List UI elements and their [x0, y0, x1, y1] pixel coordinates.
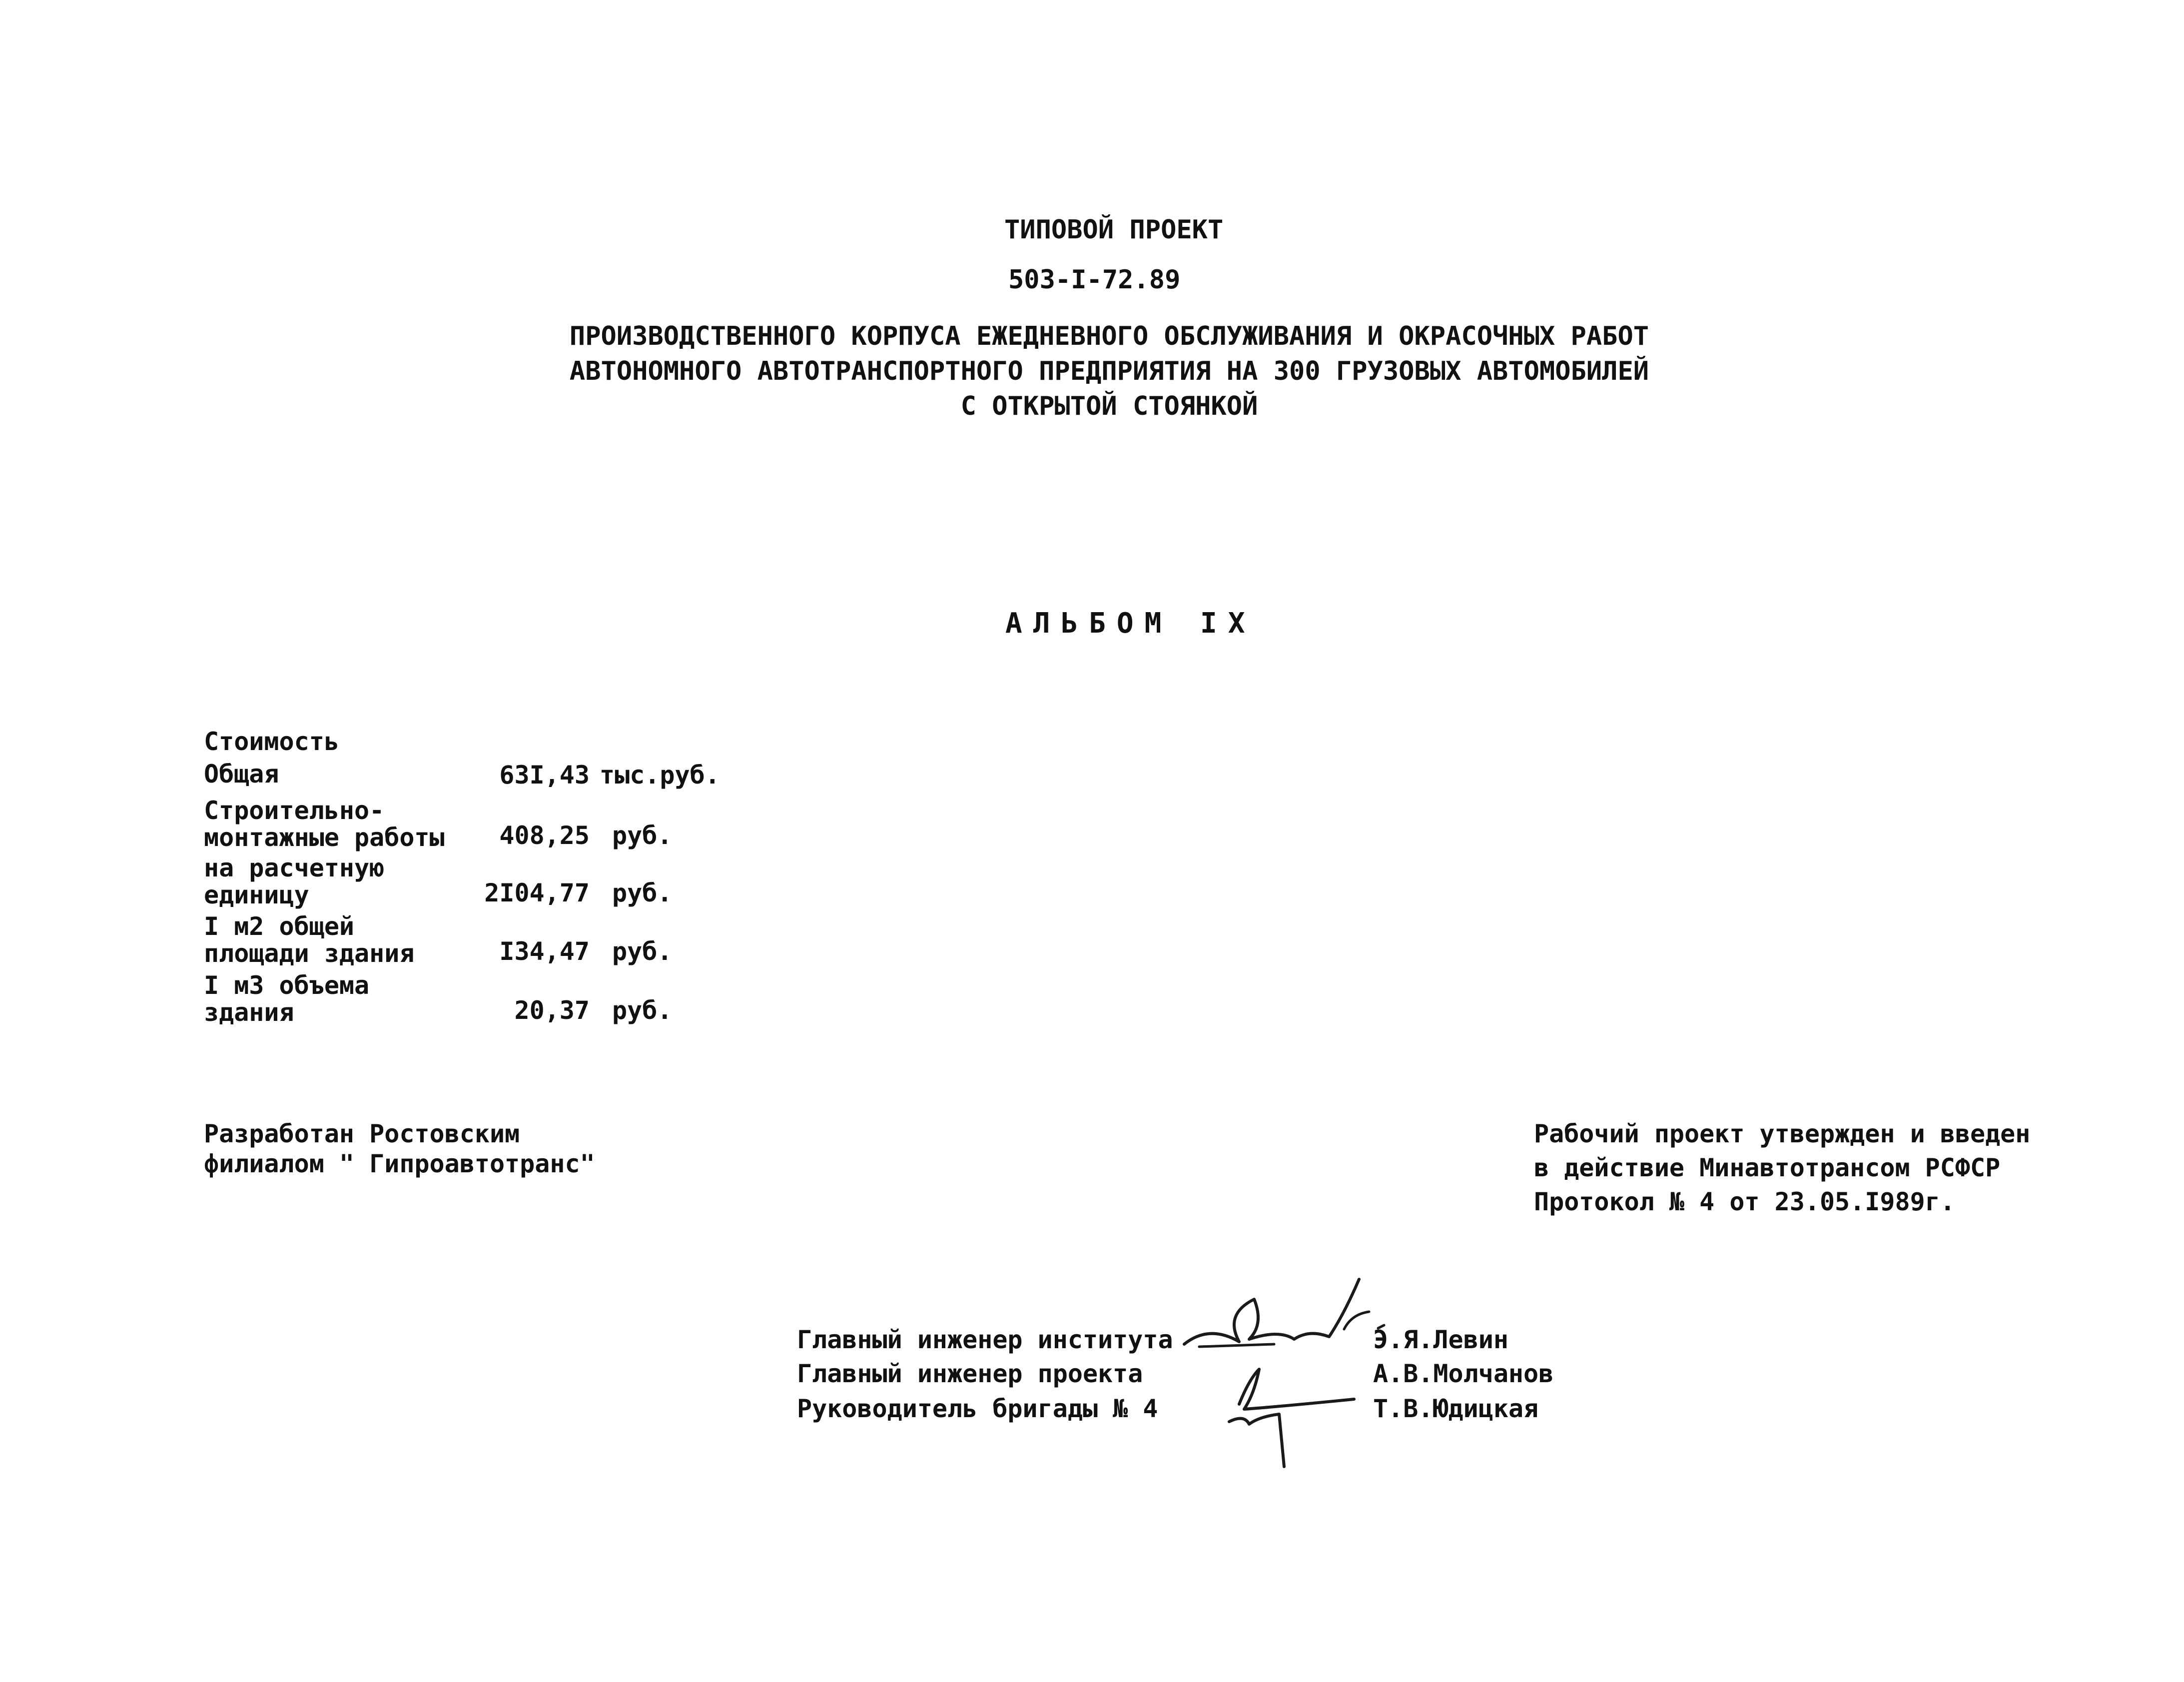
signature-role: Руководитель бригады № 4 — [797, 1394, 1158, 1423]
cost-unit: руб. — [612, 996, 673, 1025]
cost-unit: руб. — [612, 937, 673, 966]
developer-line-2: филиалом " Гипроавтотранс" — [204, 1149, 595, 1178]
cost-value: 408,25 — [499, 821, 590, 850]
cost-label: I м3 объема здания — [204, 971, 370, 1027]
cost-unit: руб. — [612, 821, 673, 850]
cost-label: Общая — [204, 760, 279, 789]
title-line-3: С ОТКРЫТОЙ СТОЯНКОЙ — [960, 391, 1258, 421]
title-line-2: АВТОНОМНОГО АВТОТРАНСПОРТНОГО ПРЕДПРИЯТИЯ НА 300 ГРУЗОВЫХ АВТОМОБИЛЕЙ — [569, 356, 1649, 386]
cost-label: I м2 общей площади здания — [204, 912, 415, 968]
cost-label: на расчетную единицу — [204, 853, 385, 909]
cost-value: 20,37 — [514, 996, 590, 1025]
approval-line-1: Рабочий проект утвержден и введен — [1534, 1119, 2031, 1148]
project-type: ТИПОВОЙ ПРОЕКТ — [1004, 215, 1224, 245]
handwritten-signature-2 — [1219, 1359, 1379, 1469]
project-number: 503-I-72.89 — [1008, 265, 1181, 295]
handwritten-signature-1 — [1179, 1269, 1389, 1369]
developer-line-1: Разработан Ростовским — [204, 1119, 520, 1148]
cost-unit: руб. — [612, 878, 673, 907]
cost-label: Строительно- монтажные работы — [204, 796, 445, 852]
signature-name: А.В.Молчанов — [1373, 1359, 1554, 1388]
title-line-1: ПРОИЗВОДСТВЕННОГО КОРПУСА ЕЖЕДНЕВНОГО ОБСЛУЖИВАНИЯ И ОКРАСОЧНЫХ РАБОТ — [569, 321, 1649, 351]
approval-line-2: в действие Минавтотрансом РСФСР — [1534, 1153, 2001, 1182]
signature-name: Э.Я.Левин — [1373, 1325, 1508, 1354]
approval-line-3: Протокол № 4 от 23.05.I989г. — [1534, 1187, 1955, 1216]
signature-role: Главный инженер института — [797, 1325, 1173, 1354]
signature-name: Т.В.Юдицкая — [1373, 1394, 1539, 1423]
cost-value: 63I,43 — [499, 761, 590, 790]
cost-value: I34,47 — [499, 937, 590, 966]
album-number: АЛЬБОМ IX — [1005, 607, 1256, 640]
signature-role: Главный инженер проекта — [797, 1359, 1143, 1388]
cost-value: 2I04,77 — [484, 878, 590, 907]
cost-unit: тыс.руб. — [600, 761, 720, 790]
cost-heading: Стоимость — [204, 727, 339, 756]
